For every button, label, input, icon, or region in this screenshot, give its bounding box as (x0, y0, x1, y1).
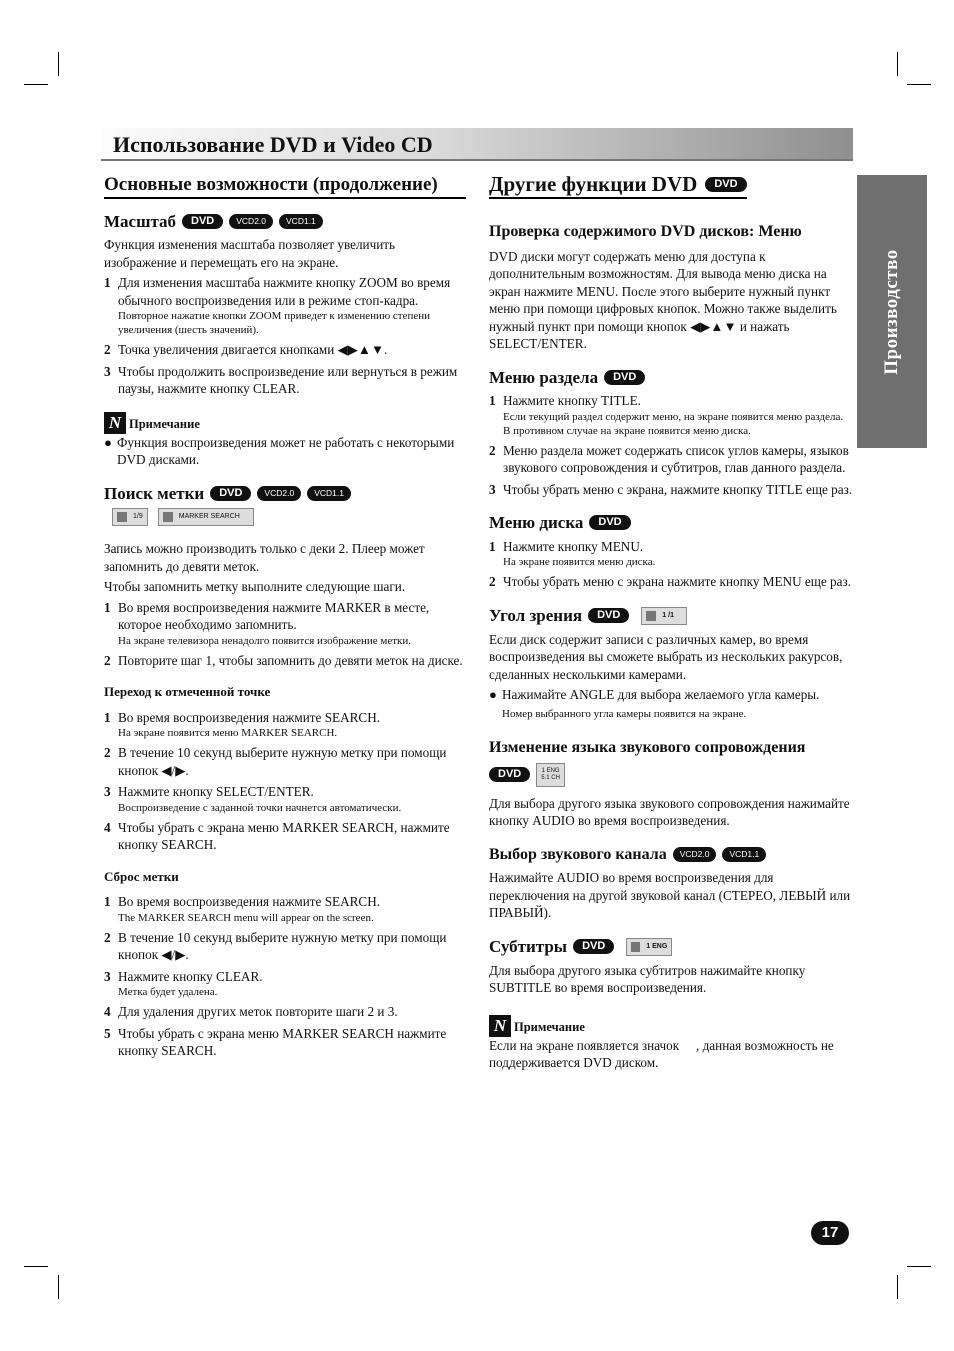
step-body (118, 652, 463, 670)
subtitles-heading (489, 938, 853, 956)
step-item (104, 599, 466, 648)
note-icon: N (104, 412, 126, 434)
crop-mark (24, 1266, 48, 1267)
marker-icon (117, 512, 127, 522)
step-text: Нажмите кнопку MENU. (503, 538, 644, 554)
left-column (104, 176, 466, 1064)
note-text: Если на экране появляется значок ⃠ , данная возможность не поддерживается DVD диском. (489, 1037, 834, 1070)
angle-bullet-sub: Номер выбранного угла камеры появится на экране. (502, 707, 747, 720)
title-menu-heading (489, 369, 853, 387)
step-item (104, 709, 466, 741)
step-item (104, 819, 466, 854)
crop-mark (907, 84, 931, 85)
reset-steps (104, 893, 466, 1060)
marker-intro-1: Запись можно производить только с деки 2. Плеер может запомнить до девяти меток. (104, 541, 425, 574)
marker-search-label: MARKER SEARCH (178, 513, 240, 521)
bullet-icon: ● (489, 687, 497, 702)
camera-icon (646, 611, 656, 621)
step-number: 2 (104, 929, 111, 945)
angle-title: Угол зрения (489, 605, 583, 625)
step-text: Чтобы убрать с экрана меню MARKER SEARCH нажмите кнопку SEARCH. (118, 1025, 447, 1058)
subtitle-icon (631, 942, 640, 952)
marker-heading (104, 485, 466, 503)
step-item (104, 929, 466, 964)
step-item (104, 652, 466, 670)
step-number: 1 (104, 275, 111, 290)
audio-channel-text: Нажимайте AUDIO во время воспроизведения для переключения на другой звуковой канал (СТЕРЕО, ЛЕВЫЙ или ПРАВЫЙ). (489, 870, 851, 920)
marker-icon (163, 512, 173, 522)
step-subtext: Метка будет удалена. (118, 986, 218, 998)
step-number: 2 (104, 652, 111, 668)
step-body (118, 968, 263, 1000)
step-number: 2 (489, 574, 496, 589)
goto-heading: Переход к отмеченной точке (104, 684, 271, 699)
step-subtext: The MARKER SEARCH menu will appear on the screen. (118, 911, 374, 924)
reset-heading: Сброс метки (104, 868, 179, 884)
step-text: В течение 10 секунд выберите нужную метку при помощи кнопок ◀/▶. (118, 929, 447, 962)
note-label: Примечание (514, 1020, 585, 1034)
dvd-badge: DVD (589, 515, 630, 530)
angle-bullet-text: Нажимайте ANGLE для выбора желаемого угла камеры. (502, 687, 820, 702)
step-item (104, 1025, 466, 1060)
right-column (489, 172, 853, 1075)
marker-search-osd (158, 508, 254, 526)
step-number: 1 (104, 894, 111, 909)
step-text: В течение 10 секунд выберите нужную метку при помощи кнопок ◀/▶. (118, 745, 447, 778)
step-body (503, 442, 853, 477)
step-item (104, 363, 466, 398)
dvd-badge: DVD (210, 486, 251, 501)
disc-menu-steps (489, 538, 853, 591)
vcd11-badge: VCD1.1 (279, 214, 323, 229)
step-text: Меню раздела может содержать список углов камеры, языков звукового сопровождения и субтитров, глав данного раздела. (503, 442, 849, 475)
step-item (104, 783, 466, 815)
angle-bullet (489, 686, 853, 721)
step-subtext: На экране телевизора ненадолго появится изображение метки. (118, 634, 412, 647)
step-item (489, 573, 853, 591)
page-title: Использование DVD и Video CD (113, 132, 433, 157)
step-body (118, 1003, 398, 1021)
step-text: Для удаления других меток повторите шаги 2 и 3. (118, 1004, 398, 1019)
right-section-title-text: Другие функции DVD (489, 172, 698, 196)
step-text: Чтобы убрать с экрана меню MARKER SEARCH, нажмите кнопку SEARCH. (118, 819, 450, 852)
marker-count: 1/9 (133, 513, 143, 521)
vcd20-badge: VCD2.0 (257, 486, 301, 501)
dvd-badge: DVD (182, 214, 223, 229)
step-item (489, 538, 853, 570)
step-subtext: Повторное нажатие кнопки ZOOM приведет к изменению степени увеличения (шесть значений). (118, 310, 431, 336)
crop-mark (897, 52, 898, 76)
vcd20-badge: VCD2.0 (229, 214, 273, 229)
step-body (118, 1025, 466, 1060)
step-item (104, 968, 466, 1000)
angle-osd-value: 1 /1 (662, 611, 674, 619)
check-heading: Проверка содержимого DVD дисков: Меню (489, 222, 802, 240)
audio-lang-title: Изменение языка звукового сопровождения (489, 739, 806, 756)
crop-mark (24, 84, 48, 85)
crop-mark (907, 1266, 931, 1267)
marker-osd (112, 508, 148, 526)
step-item (489, 392, 853, 438)
audio-lang-text: Для выбора другого языка звукового сопровождения нажимайте кнопку AUDIO во время воспроизведения. (489, 795, 850, 828)
step-number: 4 (104, 1004, 111, 1019)
subtitle-osd (626, 938, 672, 956)
step-item (104, 274, 466, 337)
step-body (118, 341, 387, 359)
audio-osd (536, 763, 565, 787)
page-title-bar (101, 128, 853, 161)
step-number: 3 (489, 481, 496, 497)
step-text: Повторите шаг 1, чтобы запомнить до девяти меток на диске. (118, 652, 463, 668)
audio-channel-heading (489, 846, 853, 864)
step-text: Чтобы убрать меню с экрана нажмите кнопку MENU еще раз. (503, 574, 852, 589)
check-text: DVD диски могут содержать меню для доступа к дополнительным возможностям. Для вывода меню диска на экран нажмите MENU. После этого выберите нужный пункт меню при помощи цифровых кнопок. Можно также выделить нужный пункт при помощи кнопок ◀▶▲▼ и нажать SELECT/ENTER. (489, 248, 837, 351)
bullet-icon: ● (104, 434, 112, 450)
zoom-steps (104, 274, 466, 398)
step-number: 3 (104, 363, 111, 379)
step-text: Нажмите кнопку CLEAR. (118, 968, 263, 984)
marker-osd-row (112, 508, 466, 526)
angle-osd (641, 607, 687, 625)
step-text: Нажмите кнопку TITLE. (503, 393, 641, 408)
step-text: Во время воспроизведения нажмите MARKER в месте, которое необходимо запомнить. (118, 599, 430, 632)
step-body (118, 363, 466, 398)
step-text: Во время воспроизведения нажмите SEARCH. (118, 894, 381, 909)
marker-title: Поиск метки (104, 483, 205, 503)
step-body (503, 392, 853, 438)
step-body (503, 481, 852, 499)
step-body (503, 538, 655, 570)
step-number: 2 (489, 442, 496, 458)
crop-mark (897, 1275, 898, 1299)
step-body (503, 573, 851, 591)
crop-mark (58, 52, 59, 76)
vcd11-badge: VCD1.1 (722, 847, 766, 862)
marker-steps (104, 599, 466, 670)
step-subtext: Воспроизведение с заданной точки начнется автоматически. (118, 801, 402, 814)
step-subtext: Если текущий раздел содержит меню, на экране появится меню раздела. В противном случае на экране появится меню диска. (503, 410, 844, 437)
dvd-badge: DVD (705, 177, 746, 192)
step-number: 3 (104, 968, 111, 984)
step-number: 1 (104, 599, 111, 615)
subtitle-osd-value: 1 ENG (646, 942, 668, 950)
step-body (118, 819, 466, 854)
step-body (118, 599, 466, 648)
audio-osd-line1: 1 ENG (541, 767, 560, 774)
disc-menu-heading (489, 514, 853, 532)
vcd11-badge: VCD1.1 (307, 486, 351, 501)
angle-text: Если диск содержит записи с различных камер, во время воспроизведения вы сможете выбрать из нескольких ракурсов, сделанных несколькими камерами. (489, 631, 843, 682)
step-number: 5 (104, 1025, 111, 1041)
audio-lang-heading (489, 739, 853, 757)
step-item (489, 442, 853, 477)
audio-channel-title: Выбор звукового канала (489, 845, 667, 863)
angle-heading (489, 607, 853, 625)
step-number: 2 (104, 745, 111, 760)
step-text: Для изменения масштаба нажмите кнопку ZOOM во время обычного воспроизведения или в режиме стоп-кадра. (118, 275, 451, 308)
zoom-heading (104, 213, 466, 231)
note-heading (104, 412, 466, 434)
note-text: Функция воспроизведения может не работать с некоторыми DVD дисками. (117, 434, 455, 467)
step-body (118, 893, 380, 925)
step-body (118, 929, 466, 964)
zoom-intro: Функция изменения масштаба позволяет увеличить изображение и перемещать его на экране. (104, 237, 396, 270)
left-section-title: Основные возможности (продолжение) (104, 176, 466, 199)
note-icon: N (489, 1015, 511, 1037)
step-body (118, 783, 401, 815)
audio-osd-line2: 5.1 CH (541, 774, 560, 781)
dvd-badge: DVD (604, 370, 645, 385)
dvd-badge: DVD (588, 608, 629, 623)
side-tab (857, 175, 927, 448)
page-number: 17 (811, 1221, 849, 1245)
step-number: 2 (104, 342, 111, 357)
step-item (489, 481, 853, 499)
step-text: Чтобы продолжить воспроизведение или вернуться в режим паузы, нажмите кнопку CLEAR. (118, 363, 458, 396)
step-number: 1 (489, 538, 496, 554)
note-item (104, 434, 466, 469)
step-number: 3 (104, 784, 111, 799)
step-number: 4 (104, 819, 111, 835)
step-number: 1 (489, 393, 496, 408)
right-section-title (489, 172, 747, 199)
note-heading (489, 1015, 853, 1037)
step-item (104, 341, 466, 359)
dvd-badge: DVD (489, 767, 530, 782)
step-body (118, 744, 466, 779)
title-menu-steps (489, 392, 853, 498)
note-label: Примечание (129, 417, 200, 431)
step-item (104, 744, 466, 779)
step-text: Чтобы убрать меню с экрана, нажмите кнопку TITLE еще раз. (503, 481, 853, 497)
disc-menu-title: Меню диска (489, 513, 584, 532)
subtitles-text: Для выбора другого языка субтитров нажимайте кнопку SUBTITLE во время воспроизведения. (489, 962, 806, 995)
step-body (118, 274, 466, 337)
title-menu-title: Меню раздела (489, 367, 599, 387)
side-tab-label: Производство (881, 248, 902, 375)
dvd-badge: DVD (573, 939, 614, 954)
step-item (104, 893, 466, 925)
step-text: Точка увеличения двигается кнопками ◀▶▲▼. (118, 342, 388, 357)
audio-lang-badges (489, 763, 853, 787)
step-text: Нажмите кнопку SELECT/ENTER. (118, 784, 314, 799)
subtitles-title: Субтитры (489, 936, 568, 956)
zoom-title: Масштаб (104, 211, 177, 231)
step-body (118, 709, 380, 741)
step-item (104, 1003, 466, 1021)
goto-steps (104, 709, 466, 854)
step-text: Во время воспроизведения нажмите SEARCH. (118, 709, 381, 725)
step-number: 1 (104, 709, 111, 725)
crop-mark (58, 1275, 59, 1299)
step-subtext: На экране появится меню MARKER SEARCH. (118, 727, 338, 739)
step-subtext: На экране появится меню диска. (503, 556, 656, 568)
vcd20-badge: VCD2.0 (673, 847, 717, 862)
marker-intro-2: Чтобы запомнить метку выполните следующие шаги. (104, 579, 406, 594)
